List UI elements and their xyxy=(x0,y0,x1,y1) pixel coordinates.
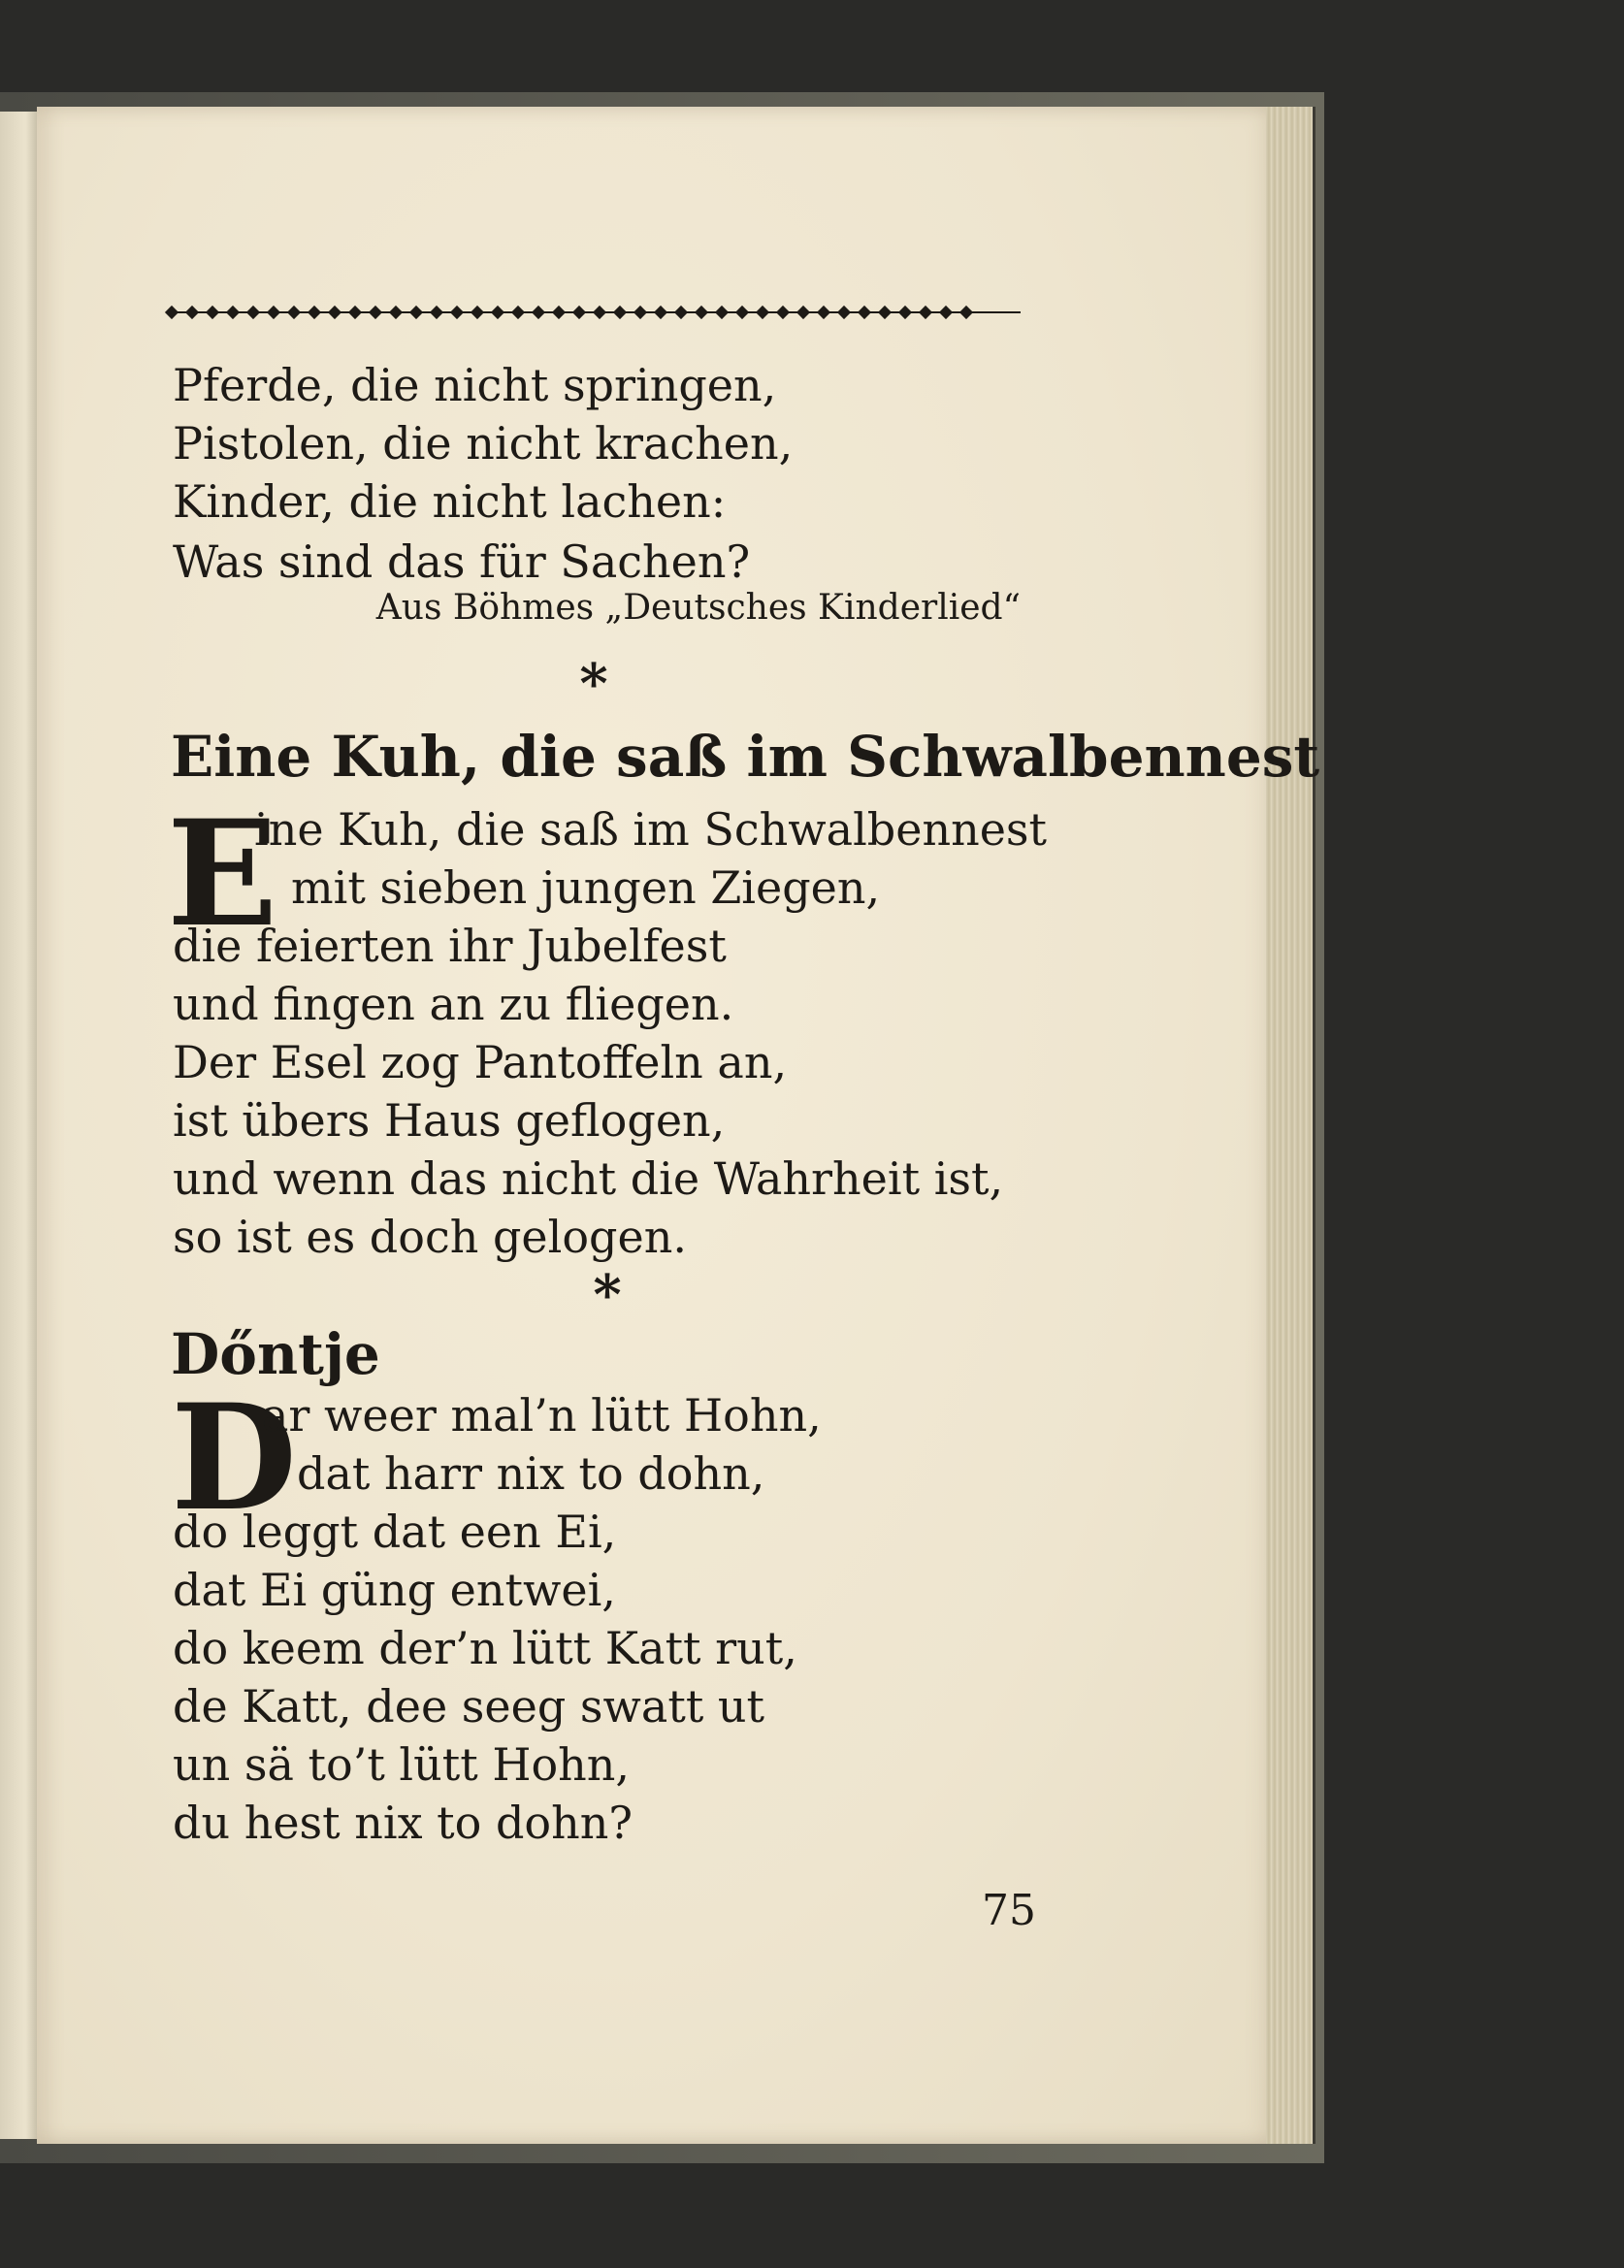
poem1-line: Pferde, die nicht springen, xyxy=(173,359,777,411)
previous-page-edge xyxy=(0,112,37,2139)
poem2-line: und fingen an zu fliegen. xyxy=(173,978,734,1030)
section-separator: * xyxy=(579,652,608,716)
poem3-line: de Katt, dee seeg swatt ut xyxy=(173,1680,765,1733)
poem1-attribution: Aus Böhmes „Deutsches Kinderlied“ xyxy=(375,588,1021,628)
section-separator: * xyxy=(593,1263,622,1327)
poem2-line: so ist es doch gelogen. xyxy=(173,1211,687,1263)
poem2-line: mit sieben jungen Ziegen, xyxy=(291,861,881,914)
poem2-line: und wenn das nicht die Wahrheit ist, xyxy=(173,1152,1004,1205)
poem1-line: Kinder, die nicht lachen: xyxy=(173,475,727,528)
poem3-line: un sä to’t lütt Hohn, xyxy=(173,1738,631,1791)
poem3-line: ar weer mal’n lütt Hohn, xyxy=(262,1389,822,1442)
poem2-dropcap: E xyxy=(167,789,278,959)
page-number: 75 xyxy=(982,1886,1036,1935)
poem1-line: Pistolen, die nicht krachen, xyxy=(173,417,794,470)
poem3-line: do keem der’n lütt Katt rut, xyxy=(173,1622,797,1674)
page-block-edge xyxy=(1266,107,1315,2144)
poem2-line: ine Kuh, die saß im Schwalbennest xyxy=(254,803,1048,856)
poem3-line: du hest nix to dohn? xyxy=(173,1797,633,1849)
poem3-line: dat Ei güng entwei, xyxy=(173,1564,616,1616)
poem2-title: Eine Kuh, die saß im Schwalbennest xyxy=(171,724,1320,790)
poem2-line: Der Esel zog Pantoffeln an, xyxy=(173,1036,788,1088)
poem2-line: die feierten ihr Jubelfest xyxy=(173,920,727,972)
poem3-dropcap: D xyxy=(171,1373,298,1543)
ornamental-rule xyxy=(167,305,1021,320)
poem2-line: ist übers Haus geflogen, xyxy=(173,1094,726,1147)
poem1-line: Was sind das für Sachen? xyxy=(173,535,751,588)
poem3-line: dat harr nix to dohn, xyxy=(297,1447,765,1500)
poem3-line: do leggt dat een Ei, xyxy=(173,1506,617,1558)
poem3-title: Dőntje xyxy=(171,1321,380,1387)
